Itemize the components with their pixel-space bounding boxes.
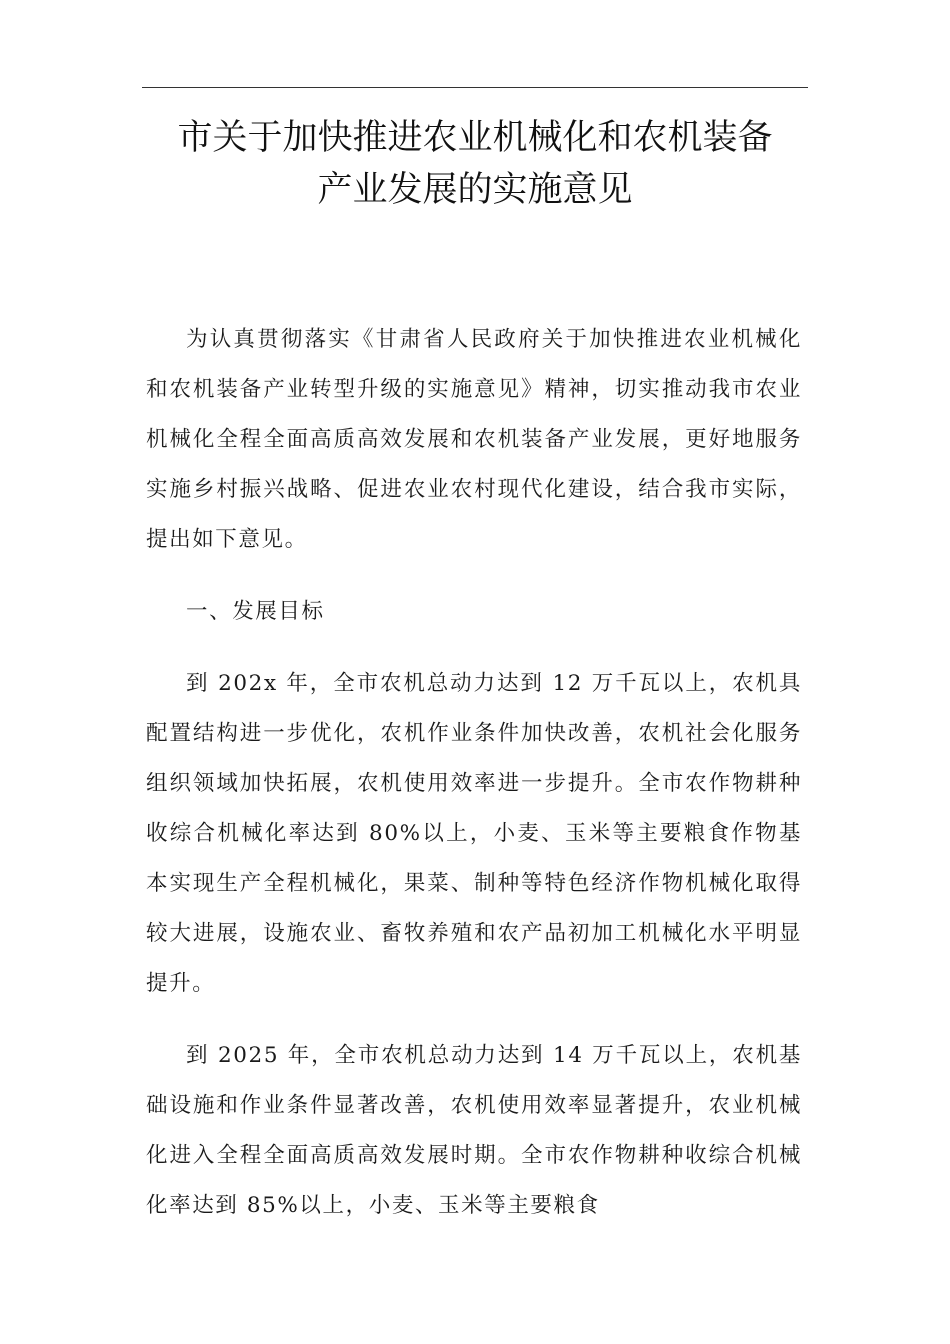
document-title — [120, 112, 830, 216]
document-body — [146, 315, 802, 1231]
goals-paragraph-2: 到 2025 年，全市农机总动力达到 14 万千瓦以上，农机基础设施和作业条件显著改善，农机使用效率显著提升，农业机械化进入全程全面高质高效发展时期。全市农作物耕种收综合机械化率达到 85%以上，小麦、玉米等主要粮食 — [146, 1043, 802, 1218]
section-heading-goals: 一、发展目标 — [186, 599, 325, 624]
intro-paragraph: 为认真贯彻落实《甘肃省人民政府关于加快推进农业机械化和农机装备产业转型升级的实施意见》精神，切实推动我市农业机械化全程全面高质高效发展和农机装备产业发展，更好地服务实施乡村振兴战略、促进农业农村现代化建设，结合我市实际，提出如下意见。 — [146, 327, 802, 552]
title-line-1: 市关于加快推进农业机械化和农机装备 — [177, 118, 773, 158]
goals-paragraph-1: 到 202x 年，全市农机总动力达到 12 万千瓦以上，农机具配置结构进一步优化，农机作业条件加快改善，农机社会化服务组织领域加快拓展，农机使用效率进一步提升。全市农作物耕种收综合机械化率达到 80%以上，小麦、玉米等主要粮食作物基本实现生产全程机械化，果菜、制种等特色经济作物机械化取得较大进展，设施农业、畜牧养殖和农产品初加工机械化水平明显提升。 — [146, 671, 802, 996]
header-rule — [142, 87, 808, 88]
title-line-2: 产业发展的实施意见 — [317, 170, 633, 210]
